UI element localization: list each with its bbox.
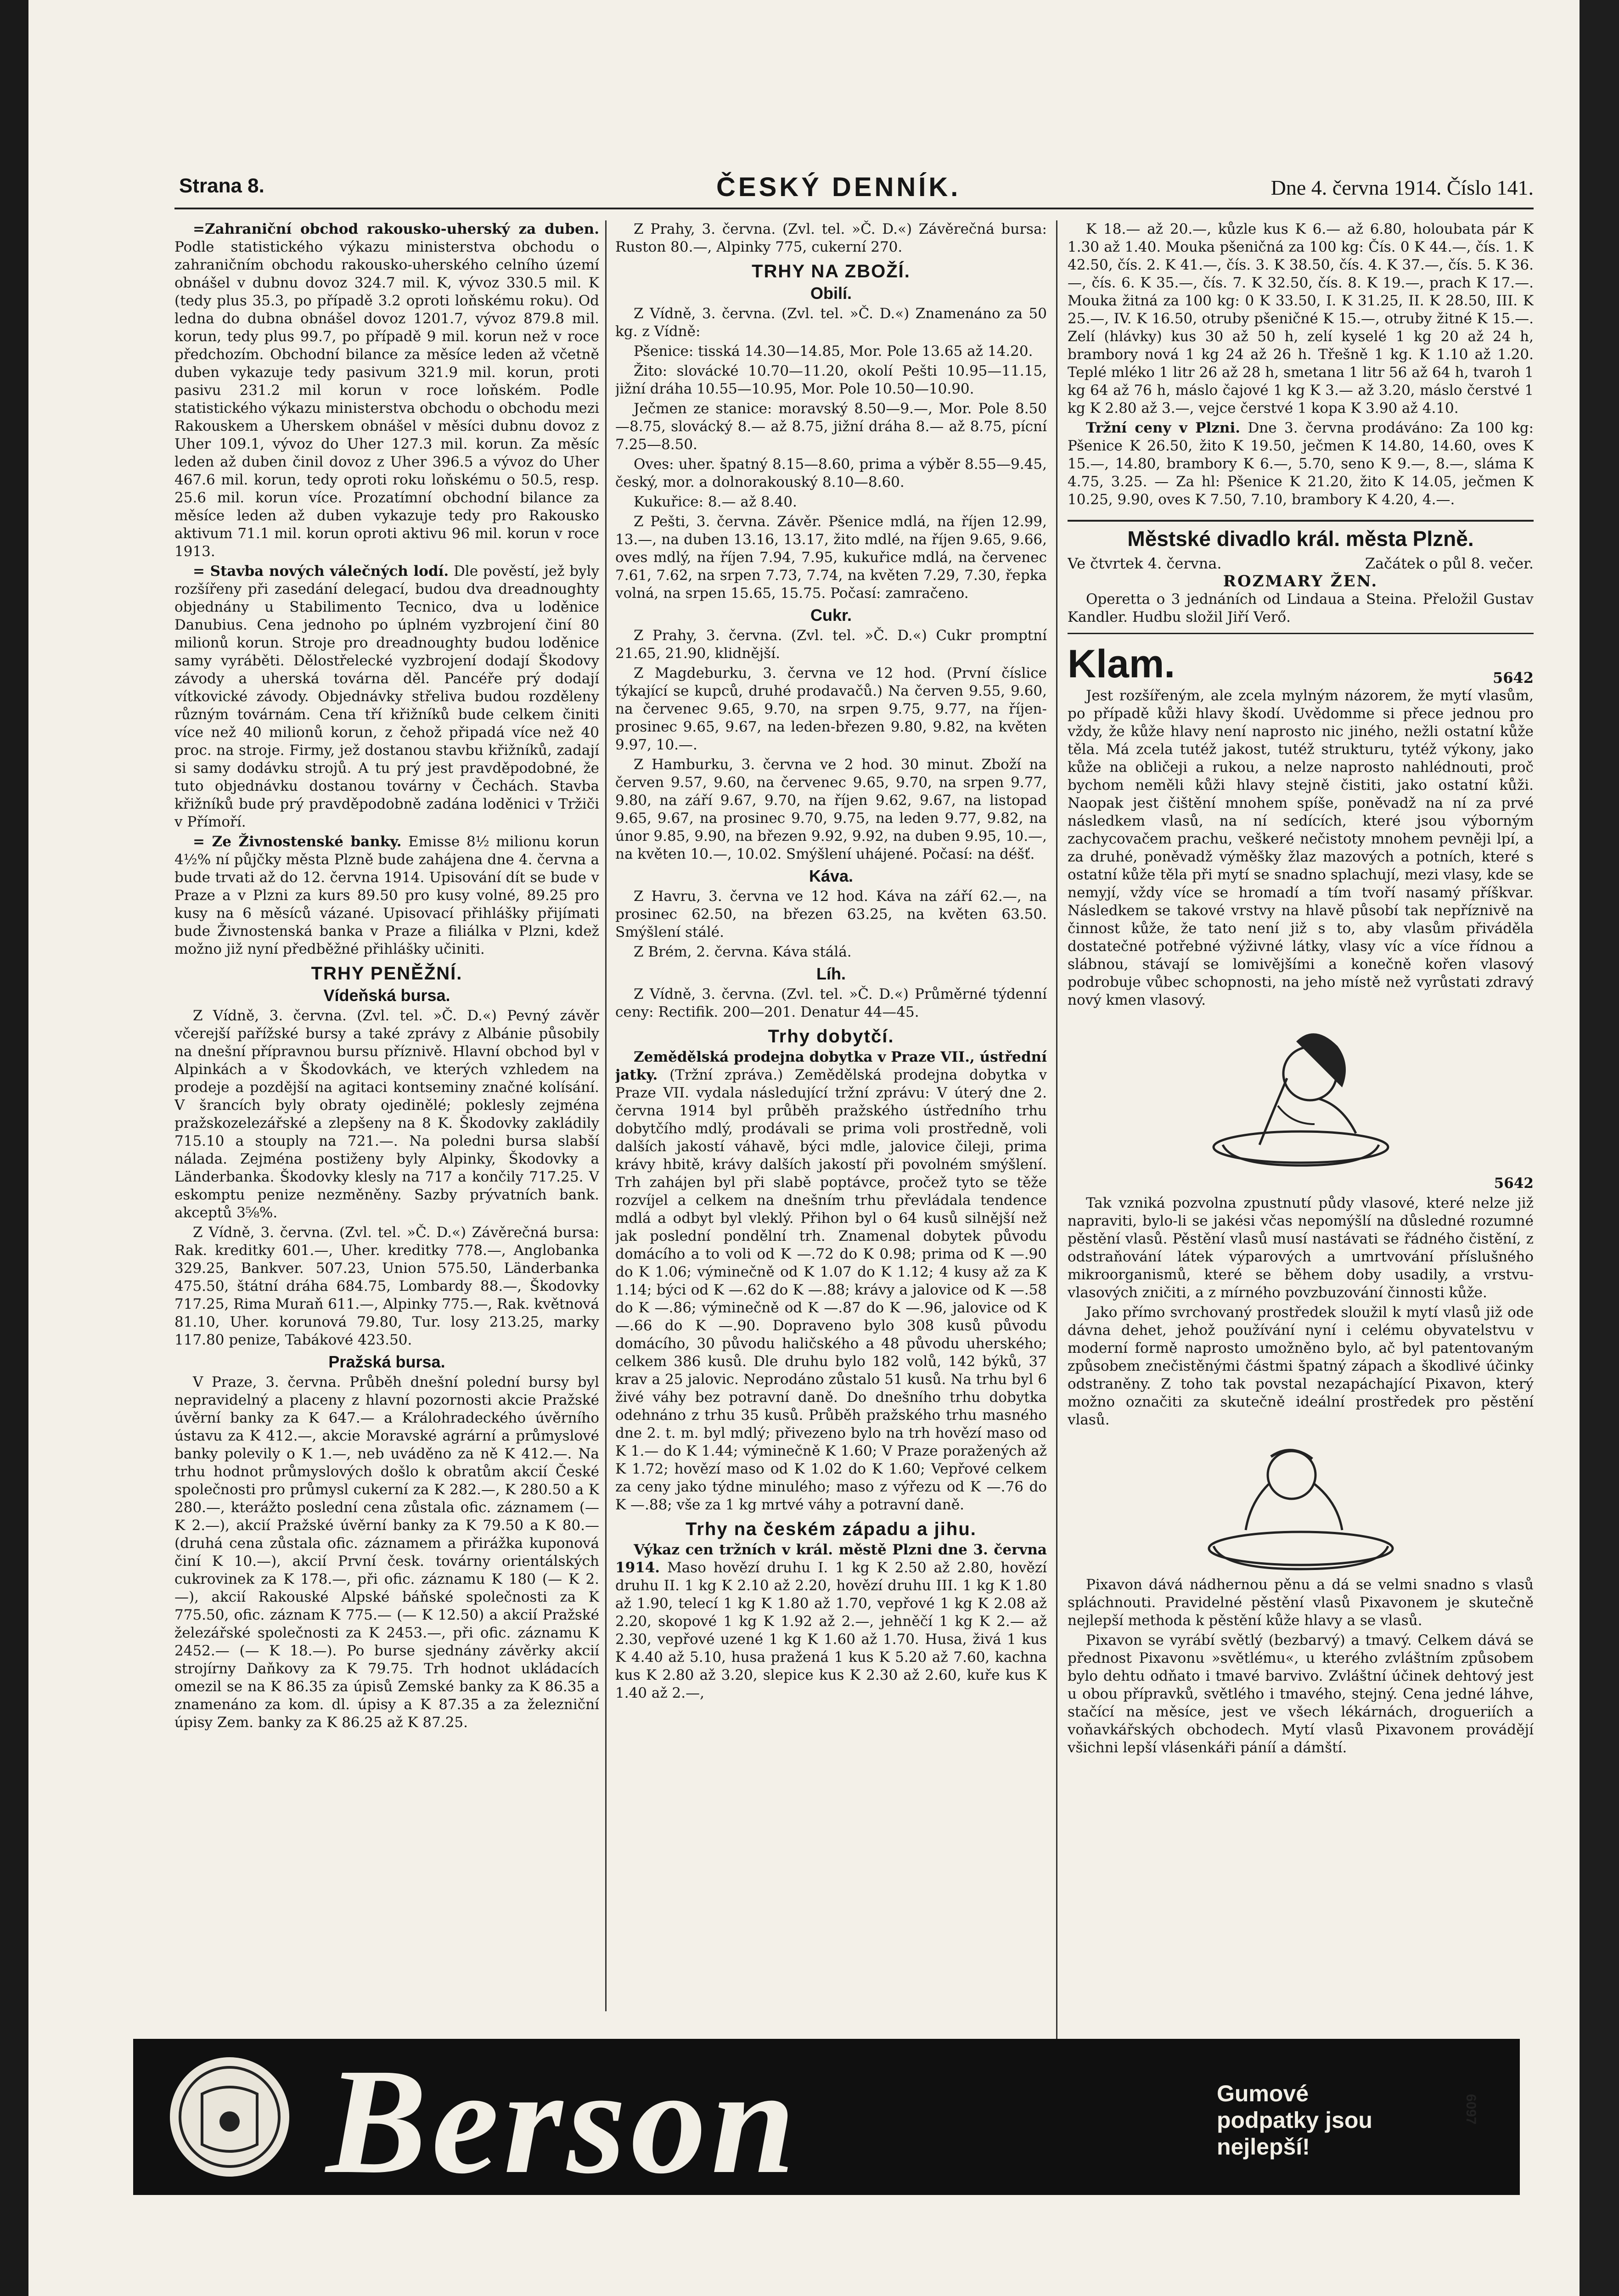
paragraph: Z Brém, 2. června. Káva stálá. — [634, 944, 852, 960]
article-headline: = Stavba nových válečných lodí. — [193, 563, 449, 580]
article-body: Dle pověstí, jež byly rozšířeny při zasedání delegací, budou dva dreadnoughty objednány u Stabilimento Tecnico, dva u loděnice Danubius. Cena jednoho po úplném vyzbrojení činí 80 milionů korun. Stroje pro dreadnoughty budou loděnice samy vyráběti. Dělostřelecké vyzbrojení dodají Škodovy závody a uherská továrna děl. Pancéře prý dodají vítkovické závody. Objednávky střeliva budou rozděleny různým továrnám. Cena tří křižníků bude celkem činiti více než 40 milionů korun, z čehož připadá více než 40 proc. na stroje. Firmy, jež dostanou stavbu křižníků, zadají si samy dodávku strojů. A tu prý jest pravděpodobné, že tuto objednávku dostanou továrny v Čechách. Stavba křižníků bude prý pravděpodobně zadána loděnici v Tržiči v Přímoří. — [174, 563, 599, 830]
section-heading: Trhy dobytčí. — [768, 1026, 894, 1047]
paragraph: Jako přímo svrchovaný prostředek sloužil k mytí vlasů již ode dávna dehet, jehož používání nyní i celému obyvatelstvu v moderní formě naprosto umožněno bylo, ač byl patentovaným způsobem znečistěnými částmi špatný zápach a škodlivé účinky odstraněny. Z toho tak povstal nezapáchající Pixavon, který možno označiti za skutečně ideální prostředek pro pěstění vlasů. — [1068, 1304, 1534, 1428]
advert-title: Klam. — [1068, 642, 1175, 686]
article-headline: Zemědělská prodejna dobytka v Praze VII., ústřední jatky. — [615, 1049, 1047, 1083]
newspaper-title: ČESKÝ DENNÍK. — [716, 172, 961, 202]
article-cattle — [615, 1048, 1047, 1514]
section-heading: Trhy na českém západu a jihu. — [686, 1519, 977, 1539]
paragraph: Pšenice: tisská 14.30—14.85, Mor. Pole 13.65 až 14.20. — [634, 343, 1033, 360]
heel-emblem-icon — [165, 2053, 294, 2181]
article-bank — [174, 833, 599, 958]
subsection-heading: Cukr. — [810, 606, 852, 625]
column-1 — [174, 220, 599, 2011]
theatre-start: Začátek o půl 8. večer. — [1365, 555, 1534, 572]
article-body: (Tržní zpráva.) Zemědělská prodejna dobytka v Praze VII. vydala následující tržní zprávu: V úterý dne 2. června 1914 byl průběh pražského ústředního trhu dobytčího mdlý, prodávali se prima voli prostředně, voli dalších jakostí váhavě, býci mdle, jalovice čileji, prima krávy hbitě, krávy dalších jakostí při povolném smýšlení. Trh zahájen byl při slabě poptávce, pročež tyto se těže rozvíjel a celkem na dnešním trhu převládala tendence mdlá a odbyt byl vleklý. Přihon byl o 64 kusů silnější než jak poslední pondělní trh. Znamenal dobytek původu domácího a to voli od K —.72 do K 0.98; prima od K —.90 do K 1.06; výminečně od K 1.07 do K 1.12; 4 kusy až za K 1.14; býci od K —.62 do K —.88; krávy a jalovice od K —.58 do K —.86; výminečně od K —.87 do K —.96, jalovice od K —.66 do K —.90. Dopraveno bylo 308 kusů původu domácího, 30 původu haličského a 48 původu uherského; celkem 386 kusů. Dle druhu bylo 182 volů, 142 býků, 37 krav a 25 jalovic. Neprodáno zůstalo 51 kusů. Na trhu byl 6 živé váhy bez potravní daně. Do dnešního trhu dobytka odehnáno z trhu 35 kusů. Průběh pražského trhu masného dne 2. t. m. byl mdlý; přivezeno bylo na trh hovězí maso od K 1.— do K 1.44; výminečně K 1.60; V Praze poražených až K 1.72; hovězí maso od K 1.02 do K 1.60; Vepřové celkem za ceny jako týdne minulého; maso z výřezu od K —.76 do K —.88; vše za 1 kg mrtvé váhy a potravní daně. — [615, 1067, 1047, 1513]
subsection-heading: Káva. — [809, 867, 854, 885]
paragraph: Pixavon dává nádhernou pěnu a dá se velmi snadno s vlasů spláchnouti. Pravidelné pěstění vlasů Pixavonem je skutečně nejlepší methoda k pěstění kůže hlavy a se vlasů. — [1068, 1576, 1534, 1629]
scan-edge-left — [0, 0, 28, 2296]
article-warships — [174, 563, 599, 831]
theatre-day: Ve čtvrtek 4. června. — [1068, 555, 1222, 572]
column-divider — [605, 220, 607, 2011]
subsection-heading: Pražská bursa. — [328, 1352, 445, 1371]
theatre-description: Operetta o 3 jednáních od Lindaua a Steina. Přeložil Gustav Kandler. Hudbu složil Jiří Verő. — [1068, 591, 1534, 625]
article-headline: = Ze Živnostenské banky. — [193, 833, 402, 850]
article-trade — [174, 220, 599, 561]
column-divider — [1056, 220, 1057, 2085]
paragraph: Z Havru, 3. června ve 12 hod. Káva na září 62.—, na prosinec 62.50, na březen 63.25, na květen 63.50. Smýšlení stálé. — [615, 888, 1047, 940]
man-washing-illustration — [1195, 1434, 1406, 1571]
theatre-schedule — [1068, 555, 1534, 573]
paragraph: Z Vídně, 3. června. (Zvl. tel. »Č. D.«) Znamenáno za 50 kg. z Vídně: — [615, 305, 1047, 340]
ad-code: 6097 — [1463, 2094, 1478, 2125]
paragraph: Žito: slovácké 10.70—11.20, okolí Pešti 10.95—11.15, jižní dráha 10.55—10.95, Mor. Pole 10.50—10.90. — [615, 363, 1047, 397]
article-body: Dne 3. června prodáváno: Za 100 kg: Pšenice K 26.50, žito K 19.50, ječmen K 14.80, 14.60, oves K 15.—, 14.80, brambory K 6.—, 5.70, seno K 9.—, 8.—, sláma K 4.75, 3.25. — Za hl: Pšenice K 21.20, žito K 14.05, ječmen K 10.25, 9.90, oves K 7.50, 7.10, brambory K 4.20, 4.—. — [1068, 420, 1534, 508]
scan-edge-right — [1580, 0, 1619, 2296]
paragraph: Z Vídně, 3. června. (Zvl. tel. »Č. D.«) Průměrné týdenní ceny: Rectifik. 200—201. Denatur 44—45. — [615, 986, 1047, 1020]
paragraph: Tak vzniká pozvolna zpustnutí půdy vlasové, které nelze již napraviti, bylo-li se jakési včas nepomýšlí na důsledné rozumné pěstění vlasů. Pěstění vlasů musí nastávati se řádného čistění, z odstraňování látek výparových a umrtvování příslušného mikroorganismů, které se během doby usadily, a vrstvu-vlasových zničiti, a z mírného povzbuzování činnosti kůže. — [1068, 1195, 1534, 1301]
theatre-play-title: ROZMARY ŽEN. — [1223, 572, 1378, 591]
article-headline: Výkaz cen tržních v král. městě Plzni dne 3. června 1914. — [615, 1542, 1047, 1576]
paragraph: V Praze, 3. června. Průběh dnešní polední bursy byl nepravidelný a placeny z hlavní pozornosti akcie Pražské úvěrní banky za K 647.— a Králohradeckého úvěrního ústavu za K 412.—, akcie Moravské agrární a průmyslové banky polevily o K 1.—, neb uváděno za ně K 412.—. Na trhu hodnot průmyslových došlo k obratům akcií České společnosti pro průmysl cukerní za K 282.—, K 280.50 a K 280.—, kterážto poslední cena zůstala ofic. záznamem (— K 2.—), akcií Pražské úvěrní banky za K 79.50 a K 80.— (druhá cena zůstala ofic. záznamem a přirážka kuponová činí K 10.—), akcií První česk. továrny orientálských cukrovinek za K 178.—, při ofic. záznamu K 180 (— K 2.—), akcií Rakouské Alpské báňské společnosti za K 775.50, ofic. záznam K 775.— (— K 12.50) a akcií Pražské železářské společnosti za K 2453.—, při ofic. záznamu K 2452.— (— K 18.—). Po burse sjednány závěrky akcií strojírny Daňkovy za K 79.75. Trh hodnot ukládacích omezil se na K 86.35 za úpisů Zemské banky za K 86.35 a znamenáno za kom. dl. úpisy a K 87.35 a za železniční úpisy Zem. banky za K 86.25 až K 87.25. — [174, 1374, 599, 1731]
paragraph: Z Prahy, 3. června. (Zvl. tel. »Č. D.«) Závěrečná bursa: Ruston 80.—, Alpinky 775, cukerní 270. — [615, 221, 1047, 255]
ad-slogan: Gumové podpatky jsou nejlepší! — [1217, 2081, 1372, 2160]
paragraph: Z Pešti, 3. června. Závěr. Pšenice mdlá, na říjen 12.99, 13.—, na duben 13.16, 13.17, žito mdlé, na říjen 9.65, 9.66, oves mdlý, na říjen 7.94, 7.95, kukuřice mdlá, na červenec 7.61, 7.62, na srpen 7.73, 7.74, na květen 7.29, 7.30, řepka volná, na srpen 15.65, 15.75. Počasí: zamračeno. — [615, 513, 1047, 602]
article-prices — [615, 1541, 1047, 1702]
subsection-heading: Obilí. — [810, 284, 852, 303]
paragraph: Z Prahy, 3. června. (Zvl. tel. »Č. D.«) Cukr promptní 21.65, 21.90, klidnější. — [615, 627, 1047, 662]
article-headline: =Zahraniční obchod rakousko-uherský za duben. — [193, 221, 599, 237]
advert-heading — [1068, 642, 1534, 687]
brand-logo: Berson — [326, 2037, 800, 2205]
advert-number: 5642 — [1494, 1175, 1534, 1192]
advert-number: 5642 — [1492, 669, 1534, 687]
paragraph: Pixavon se vyrábí světlý (bezbarvý) a tmavý. Celkem dává se přednost Pixavonu »světlému«, u kterého zvláštním způsobem bylo dehtu odňato i tmavé barvivo. Zvláštní účinek dehtový jest u obou přípravků, světlého i tmavého, stejný. Cena jedné láhve, stačící na měsíce, jest ve všech lékárnách, drogueriích a voňavkářských obchodech. Mytí vlasů Pixavonem provádějí všichni lepší vlásenkáři páníí a dámští. — [1068, 1632, 1534, 1756]
berson-advertisement — [133, 2037, 1520, 2205]
paragraph: Jest rozšířeným, ale zcela mylným názorem, že mytí vlasům, po případě kůži hlavy škodí. Uvědomme si přece jednou pro vždy, že kůže hlavy není naprosto nic jiného, nežli ostatní kůže těla. Má zcela tutéž jakost, tutéž strukturu, tytéž výkony, jako kůže na obličeji a rukou, a nelze naprosto nahlédnouti, proč bychom neměli kůži hlavy stejně čistiti, jako ostatní kůži. Naopak jest čištění mnohem spíše, poněvadž na ní za prvé následkem vlasů, na ní sedících, které jsou výborným zachycovačem prachu, veškeré nečistoty mnohem pevněji lpí, a za druhé, poněvadž výměšky žlaz mazových a potních, které s ostatní kůže těla při mytí se snadno splachují, mezi vlasy, kde se nemyjí, vždy více se hromadí a tím tvoří nasamý příškvar. Následkem se takové vrstvy na hlavě působí tak nepříznivě na činnost kůže, že tato není již s to, aby vlasům přiváděla dostatečné potřebné výživné látky, vlasy víc a více řídnou a slábnou, stávají se lomivějšími a konečně kořen vlasový podrobuje vůbec schopnosti, na jeho místě než vyrůstati zdravý nový kmen vlasový. — [1068, 687, 1534, 1008]
issue-date: Dne 4. června 1914. Číslo 141. — [1270, 176, 1534, 199]
paragraph: K 18.— až 20.—, kůzle kus K 6.— až 6.80, holoubata pár K 1.30 až 1.40. Mouka pšeničná za 100 kg: Čís. 0 K 44.—, čís. 1. K 42.50, čís. 2. K 41.—, čís. 3. K 38.50, čís. 4. K 37.—, čís. 5. K 36.—, čís. 6. K 35.—, čís. 7. K 32.50, čís. 8. K 19.—, prach K 17.—. Mouka žitná za 100 kg: 0 K 33.50, I. K 31.25, II. K 28.50, III. K 25.—, IV. K 16.50, otruby pšeničné K 15.—, otruby žitné K 15.—. Zelí (hlávky) kus 30 až 50 h, zelí kyselé 1 kg 20 až 24 h, brambory nová 1 kg 24 až 26 h. Třešně 1 kg. K 1.10 až 1.20. Teplé mléko 1 litr 26 až 28 h, smetana 1 litr 56 až 64 h, tvaroh 1 kg 64 až 76 h, máslo čajové 1 kg K 3.— až 3.20, máslo čerstvé 1 kg K 2.80 až 3.—, vejce čerstvé 1 kopa K 3.90 až 4.10. — [1068, 221, 1534, 416]
section-heading: TRHY NA ZBOŽÍ. — [752, 261, 911, 281]
page-header — [174, 174, 1534, 207]
article-headline: Tržní ceny v Plzni. — [1086, 420, 1241, 436]
theatre-title: Městské divadlo král. města Plzně. — [1127, 527, 1474, 551]
header-rule — [174, 208, 1534, 209]
paragraph: Kukuřice: 8.— až 8.40. — [634, 494, 797, 510]
paragraph: Z Vídně, 3. června. (Zvl. tel. »Č. D.«) Závěrečná bursa: Rak. kreditky 601.—, Uher. kreditky 778.—, Anglobanka 329.25, Bankver. 507.23, Union 575.50, Länderbanka 475.50, štátní dráha 684.75, Lombardy 88.—, Škodovky 717.25, Rima Muraň 611.—, Alpinky 775.—, Rak. květnová 81.10, Uher. korunová 79.80, Tur. losy 213.25, marky 117.80 penize, Tabákové 423.50. — [174, 1224, 599, 1348]
subsection-heading: Líh. — [816, 964, 846, 983]
paragraph: Z Hamburku, 3. června ve 2 hod. 30 minut. Zboží na červen 9.57, 9.60, na červenec 9.65, 9.70, na srpen 9.77, 9.80, na září 9.67, 9.70, na říjen 9.62, 9.67, na listopad 9.65, 9.67, na prosinec 9.70, 9.75, na leden 9.77, 9.82, na únor 9.85, 9.90, na březen 9.92, 9.92, na duben 9.95, 10.—, na květen 10.—, 10.02. Smýšlení uhájené. Počasí: na déšť. — [615, 756, 1047, 862]
page-number: Strana 8. — [179, 174, 264, 197]
paragraph: Oves: uher. špatný 8.15—8.60, prima a výběr 8.55—9.45, český, mor. a dolnorakouský 8.10—8.60. — [615, 456, 1047, 490]
column-2 — [615, 220, 1047, 2094]
hair-washing-illustration — [1204, 1014, 1397, 1170]
paragraph: Ječmen ze stanice: moravský 8.50—9.—, Mor. Pole 8.50—8.75, slovácký 8.— až 8.75, jižní dráha 8.— až 8.75, pícní 7.25—8.50. — [615, 400, 1047, 453]
paragraph: Z Vídně, 3. června. (Zvl. tel. »Č. D.«) Pevný závěr včerejší pařížské bursy a také zprávy z Albánie působily na dnešní přípravnou bursu příznivě. Hlavní obchod byl v Alpinkách a v Škodovkách, ve kterých vzhledem na prodeje a pozdější na agitaci kontseminy značné kolísání. V šrancích byly obraty ojedinělé; poklesly zejména pražskozelezářské a zlepšeny na 8 K. Škodovky zakládily 715.10 a stouply na 721.—. Na poledni bursa slabší nálada. Zejména postiženy byly Alpinky, Škodovky a Länderbanka. Škodovky klesly na 717 a končily 717.25. V eskomptu penize nezměněny. Sazby prývatních bank. akceptů 3⅝%. — [174, 1007, 599, 1221]
article-body: Emisse 8½ milionu korun 4½% ní půjčky města Plzně bude zahájena dne 4. června a bude trvati až do 12. června 1914. Upisování dít se bude v Praze a v Plzni za kurs 89.50 pro kusy volné, 89.25 pro kusy na 6 měsíců vázané. Upisovací přihlášky přijímati bude Živnostenská banka v Praze a filiálka v Plzni, kdež možno již nyní předběžné přihlášky učiniti. — [174, 833, 599, 957]
article-body: Maso hovězí druhu I. 1 kg K 2.50 až 2.80, hovězí druhu II. 1 kg K 2.10 až 2.20, hovězí druhu III. 1 kg K 1.80 až 1.90, telecí 1 kg K 1.80 až 1.70, vepřové 1 kg K 2.08 až 2.20, skopové 1 kg K 1.92 až 2.—, jehněčí 1 kg K 2.— až 2.30, vepřové uzené 1 kg K 1.60 až 1.70. Husa, živá 1 kus K 4.40 až 5.10, husa pražená 1 kus K 5.20 až 7.60, kachna kus K 2.80 až 3.20, slepice kus K 2.30 až 2.60, kuře kus K 1.40 až 2.—, — [615, 1559, 1047, 1701]
paragraph: Z Magdeburku, 3. června ve 12 hod. (První číslice týkající se kupců, druhé prodavačů.) Na červen 9.55, 9.60, na červenec 9.65, 9.70, na srpen 9.75, 9.77, na říjen-prosinec 9.65, 9.67, na leden-březen 9.80, 9.82, na květen 9.97, 10.—. — [615, 665, 1047, 753]
article-plzen-prices — [1068, 419, 1534, 509]
column-3 — [1068, 220, 1534, 2085]
subsection-heading: Vídeňská bursa. — [323, 986, 450, 1005]
article-body: Podle statistického výkazu ministerstva obchodu o zahraničním obchodu rakousko-uherského celního území obnášel v dubnu dovoz 324.7 mil. K, vývoz 330.5 mil. K (tedy plus 35.3, po případě 3.2 oproti loňskému roku). Od ledna do dubna obnášel dovoz 1201.7, vývoz 879.8 mil. korun, tedy plus 99.7, po případě 9 mil. korun než v roce předchozím. Obchodní bilance za měsíce leden až včetně duben vykazuje tedy pasivum 321.9 mil. korun, proti pasivu 231.2 mil korun v roce loňském. Podle statistického výkazu ministerstva obchodu o obchodu mezi Rakouskem a Uherskem obnášel v měsíci dubnu dovoz z Uher 109.1, vývoz do Uher 127.3 mil. korun. Za měsíc leden až duben činil dovoz z Uher 396.5 a vývoz do Uher 467.6 mil. korun, tedy oproti roku loňskému o 50.5, resp. 25.6 mil. korun více. Prozatímní obchodní bilance za měsíce leden až duben vykazuje tedy pro Rakousko aktivum 71.1 mil. korun oproti aktivu 96 mil. korun v roce 1913. — [174, 239, 599, 560]
section-heading: TRHY PENĚŽNÍ. — [311, 963, 463, 984]
theatre-notice — [1068, 520, 1534, 634]
